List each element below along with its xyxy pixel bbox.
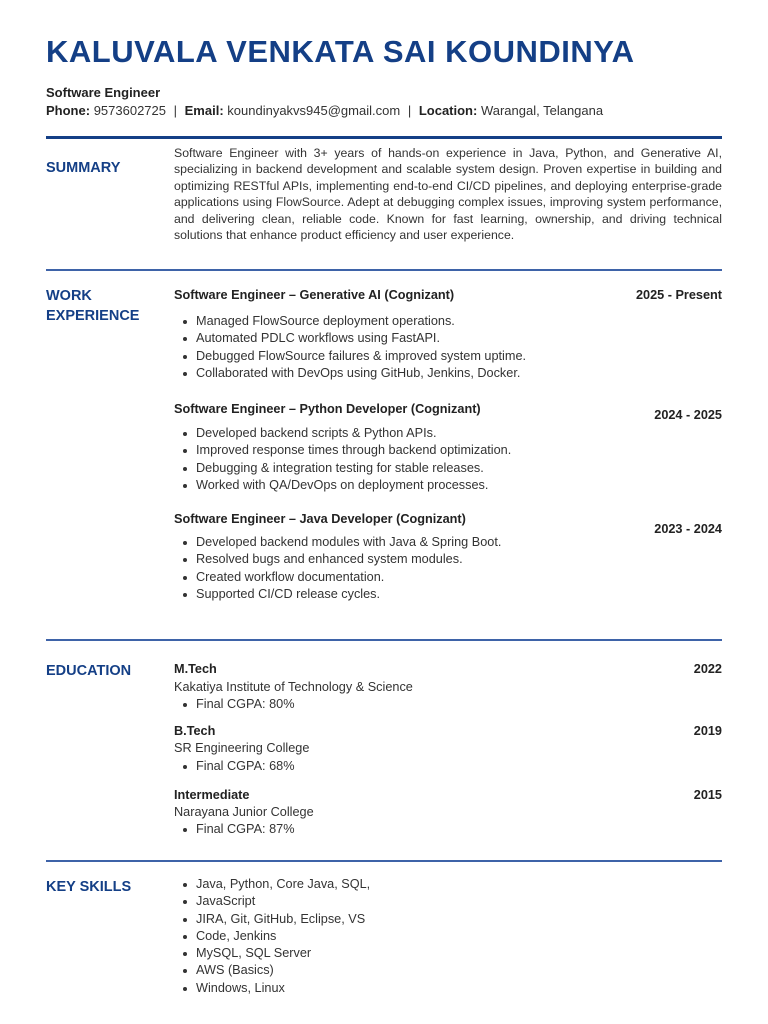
contact-separator: | <box>407 103 412 118</box>
email-label: Email: <box>184 103 224 118</box>
work-heading-line1: WORK <box>46 288 92 304</box>
summary-text: Software Engineer with 3+ years of hands-on experience in Java, Python, and Generative AI, specializing in backend development and scalable system design. Proven expertise in building and optimizing RESTful APIs, implementing end-to-end CI/CD pipelines, and deploying enterprise-grade applications using FlowSource. Adept at debugging complex issues, improving system performance, and delivering clean, reliable code. Known for fast learning, ownership, and driving technical solutions that enhance product efficiency and user experience. <box>174 146 722 243</box>
section-divider <box>46 639 722 641</box>
list-item: AWS (Basics) <box>180 962 370 979</box>
list-item: Windows, Linux <box>180 980 370 997</box>
list-item: Debugged FlowSource failures & improved system uptime. <box>180 348 526 365</box>
list-item: Improved response times through backend optimization. <box>180 442 511 459</box>
location-value: Warangal, Telangana <box>480 103 604 118</box>
school-name: Kakatiya Institute of Technology & Science <box>174 680 413 694</box>
phone-label: Phone: <box>46 103 91 118</box>
degree-year: 2022 <box>693 662 722 676</box>
degree-year: 2015 <box>693 788 722 802</box>
education-details <box>180 696 294 713</box>
job-title: Software Engineer – Generative AI (Cognizant) <box>174 288 455 302</box>
list-item: Resolved bugs and enhanced system modules. <box>180 551 501 568</box>
degree-name: Intermediate <box>174 788 250 802</box>
job-dates: 2024 - 2025 <box>654 408 722 422</box>
contact-separator: | <box>173 103 178 118</box>
degree-year: 2019 <box>693 724 722 738</box>
job-dates: 2025 - Present <box>635 288 722 302</box>
job-bullets <box>180 534 501 603</box>
list-item: Developed backend modules with Java & Spring Boot. <box>180 534 501 551</box>
list-item: Automated PDLC workflows using FastAPI. <box>180 330 526 347</box>
degree-name: M.Tech <box>174 662 217 676</box>
degree-name: B.Tech <box>174 724 216 738</box>
header-divider <box>46 136 722 139</box>
location-label: Location: <box>418 103 478 118</box>
job-title: Software Engineer – Java Developer (Cognizant) <box>174 512 466 526</box>
section-divider <box>46 860 722 862</box>
list-item: Final CGPA: 68% <box>180 758 294 775</box>
job-title: Software Engineer – Python Developer (Cognizant) <box>174 402 481 416</box>
list-item: Managed FlowSource deployment operations. <box>180 313 526 330</box>
list-item: Code, Jenkins <box>180 928 370 945</box>
school-name: Narayana Junior College <box>174 805 314 819</box>
summary-heading: SUMMARY <box>46 160 121 176</box>
job-role: Software Engineer <box>46 85 161 100</box>
job-bullets <box>180 313 526 382</box>
list-item: JIRA, Git, GitHub, Eclipse, VS <box>180 911 370 928</box>
list-item: JavaScript <box>180 893 370 910</box>
list-item: Final CGPA: 80% <box>180 696 294 713</box>
section-divider <box>46 269 722 271</box>
work-heading-line2: EXPERIENCE <box>46 308 140 324</box>
work-experience-heading <box>46 286 139 326</box>
education-heading: EDUCATION <box>46 663 132 679</box>
list-item: Supported CI/CD release cycles. <box>180 586 501 603</box>
education-details <box>180 821 294 838</box>
list-item: Final CGPA: 87% <box>180 821 294 838</box>
list-item: Developed backend scripts & Python APIs. <box>180 425 511 442</box>
list-item: Debugging & integration testing for stable releases. <box>180 460 511 477</box>
list-item: Created workflow documentation. <box>180 569 501 586</box>
school-name: SR Engineering College <box>174 741 310 755</box>
education-details <box>180 758 294 775</box>
list-item: Worked with QA/DevOps on deployment processes. <box>180 477 511 494</box>
email-value[interactable]: koundinyakvs945@gmail.com <box>227 103 401 118</box>
contact-line <box>46 103 603 118</box>
key-skills-heading: KEY SKILLS <box>46 879 132 895</box>
list-item: Java, Python, Core Java, SQL, <box>180 876 370 893</box>
list-item: MySQL, SQL Server <box>180 945 370 962</box>
job-dates: 2023 - 2024 <box>654 522 722 536</box>
phone-value: 9573602725 <box>93 103 166 118</box>
candidate-name: KALUVALA VENKATA SAI KOUNDINYA <box>46 34 635 69</box>
job-bullets <box>180 425 511 494</box>
list-item: Collaborated with DevOps using GitHub, Jenkins, Docker. <box>180 365 526 382</box>
skills-list <box>180 876 370 997</box>
